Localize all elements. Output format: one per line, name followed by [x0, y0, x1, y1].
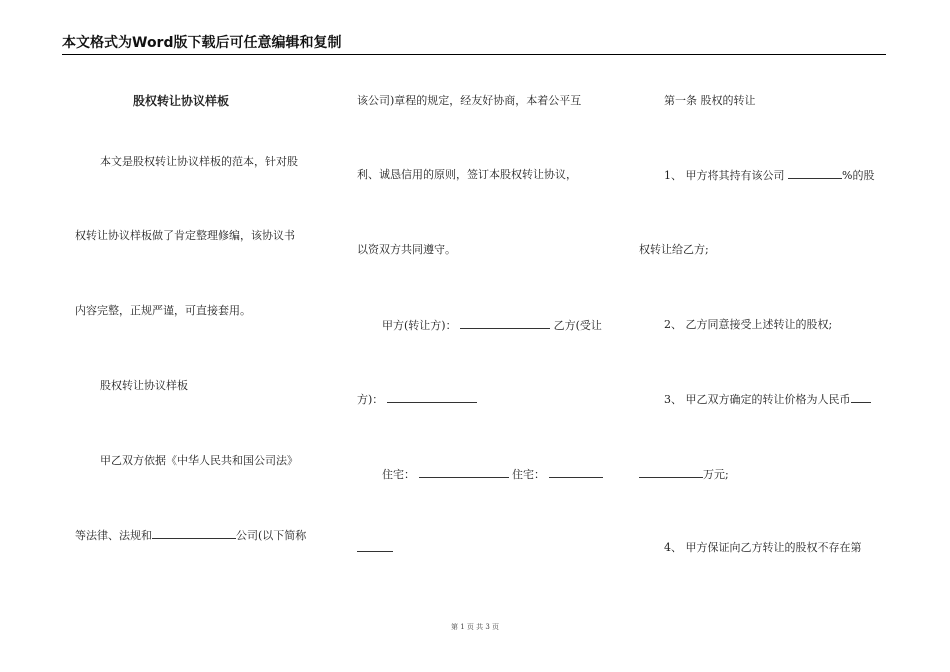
column-1: [75, 0, 340, 672]
text-segment: 公司(以下简称: [236, 529, 307, 542]
column-2: [357, 0, 622, 672]
paragraph-line: 利、诚恳信用的原则，签订本股权转让协议，: [357, 168, 577, 181]
address-line: [382, 467, 603, 482]
clause-line: [639, 467, 729, 482]
address-label: 住宅：: [512, 468, 545, 481]
party-b-blank[interactable]: [387, 392, 477, 403]
price-blank[interactable]: [851, 392, 871, 403]
paragraph-line: [75, 528, 306, 543]
party-line: [382, 318, 602, 333]
article-heading: 第一条 股权的转让: [664, 94, 756, 107]
party-b-label-cont: 方)：: [357, 393, 384, 406]
party-a-address-blank[interactable]: [419, 467, 509, 478]
text-segment: 万元;: [703, 468, 729, 481]
company-name-blank[interactable]: [152, 528, 236, 539]
column-3: [639, 0, 889, 672]
paragraph-line: 本文是股权转让协议样板的范本，针对股: [100, 155, 298, 168]
paragraph-line: 以资双方共同遵守。: [357, 243, 456, 256]
section-heading: 股权转让协议样板: [100, 379, 188, 392]
party-b-label: 乙方(受让: [553, 319, 602, 332]
header-note: 本文格式为Word版下载后可任意编辑和复制: [62, 35, 342, 51]
clause-line: 4、 甲方保证向乙方转让的股权不存在第: [664, 541, 862, 554]
party-line: [357, 392, 477, 407]
text-segment: 等法律、法规和: [75, 529, 152, 542]
party-a-blank[interactable]: [460, 318, 550, 329]
text-segment: 3、 甲乙双方确定的转让价格为人民币: [664, 393, 851, 406]
party-a-label: 甲方(转让方)：: [382, 319, 457, 332]
clause-line: 2、 乙方同意接受上述转让的股权;: [664, 318, 833, 331]
clause-line: 权转让给乙方;: [639, 243, 709, 256]
address-line-cont: [357, 541, 393, 556]
price-blank-cont[interactable]: [639, 467, 703, 478]
text-segment: 1、 甲方将其持有该公司: [664, 169, 785, 182]
paragraph-line: 甲乙双方依据《中华人民共和国公司法》: [100, 454, 298, 467]
paragraph-line: 该公司)章程的规定，经友好协商，本着公平互: [357, 94, 582, 107]
party-b-address-blank[interactable]: [549, 467, 603, 478]
paragraph-line: 权转让协议样板做了肯定整理修编，该协议书: [75, 229, 295, 242]
party-b-address-blank-cont[interactable]: [357, 541, 393, 552]
page-number: 第 1 页 共 3 页: [450, 623, 500, 631]
clause-line: [664, 392, 871, 407]
clause-line: [664, 168, 874, 183]
text-segment: %的股: [842, 169, 875, 182]
percentage-blank[interactable]: [788, 168, 842, 179]
address-label: 住宅：: [382, 468, 415, 481]
document-title: 股权转让协议样板: [133, 94, 230, 108]
paragraph-line: 内容完整，正规严谨，可直接套用。: [75, 304, 251, 317]
